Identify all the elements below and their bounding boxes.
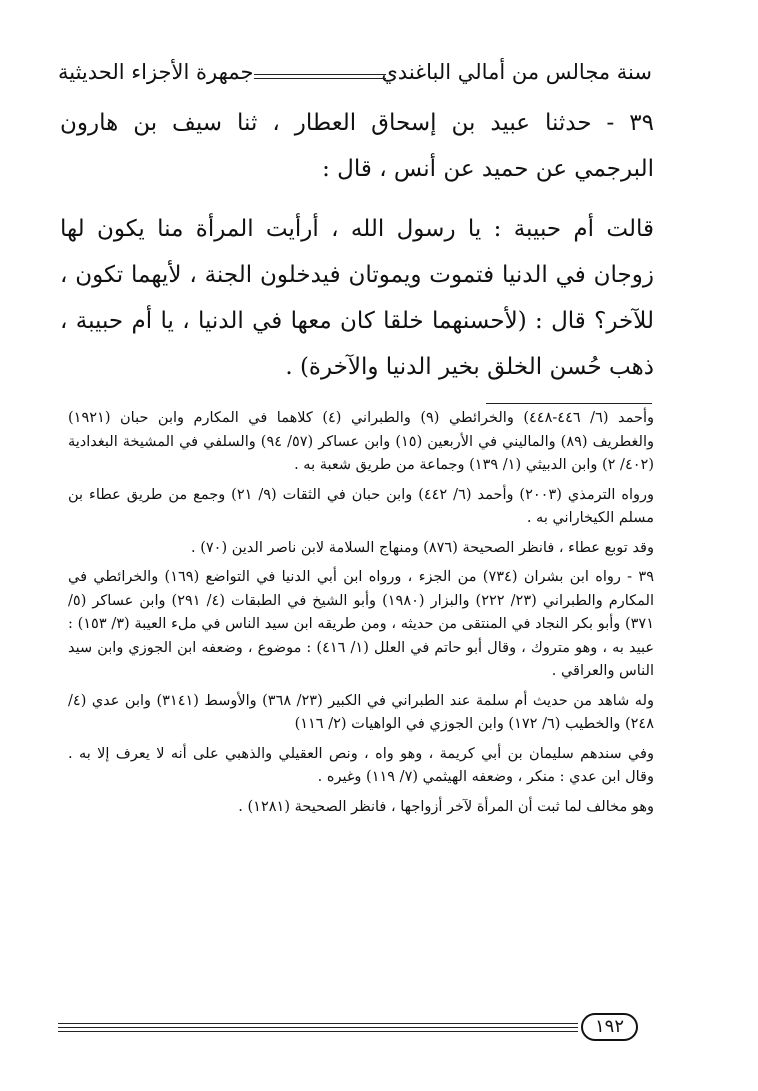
running-header	[58, 56, 652, 92]
footnote-paragraph: ورواه الترمذي (٢٠٠٣) وأحمد (٦/ ٤٤٢) وابن حبان في الثقات (٩/ ٢١) وجمع من طريق عطاء بن مسلم الكيخاراني به .	[68, 486, 654, 526]
hadith-isnad: ٣٩ - حدثنا عبيد بن إسحاق العطار ، ثنا سيف بن هارون البرجمي عن حميد عن أنس ، قال :	[60, 110, 654, 182]
footnote-paragraph: وله شاهد من حديث أم سلمة عند الطبراني في الكبير (٢٣/ ٣٦٨) والأوسط (٣١٤١) وابن عدي (٤/ ٢٤٨) والخطيب (٦/ ١٧٢) وابن الجوزي في الواهيات (٢/ ١١٦)	[68, 692, 654, 732]
footer-rule	[58, 1031, 578, 1032]
footnote-paragraph: وأحمد (٦/ ٤٤٦-٤٤٨) والخرائطي (٩) والطبراني (٤) كلاهما في المكارم وابن حبان (١٩٢١) والغطريف (٨٩) والماليني في الأربعين (١٥) وابن عساكر (٥٧/ ٩٤) والسلفي في المشيخة البغدادية (٤٠٢/ ٢) وابن الدبيثي (١/ ١٣٩) وجماعة من طريق شعبة به .	[68, 410, 655, 473]
page-number: ١٩٢	[581, 1013, 638, 1041]
footnote-paragraph: وهو مخالف لما ثبت أن المرأة لآخر أزواجها ، فانظر الصحيحة (١٢٨١) .	[238, 798, 654, 815]
footnote-paragraph: ٣٩ - رواه ابن بشران (٧٣٤) من الجزء ، ورواه ابن أبي الدنيا في التواضع (١٦٩) والخرائطي في المكارم والطبراني (٢٣/ ٢٢٢) والبزار (١٩٨٠) وأبو الشيخ في الطبقات (٤/ ٢٩١) وابن عساكر (٥/ ٣٧١) وأبو بكر النجاد في المنتقى من حديثه ، ومن طريقه ابن سيد الناس في ملء العيبة (٣/ ١٥٣) : عبيد به ، وهو متروك ، وقال أبو حاتم في العلل (١/ ٤١٦) : موضوع ، وضعفه ابن الجوزي وابن سيد الناس والعراقي .	[68, 569, 655, 679]
header-series-title: جمهرة الأجزاء الحديثية	[58, 60, 254, 84]
footnote-paragraph: وقد توبع عطاء ، فانظر الصحيحة (٨٧٦) ومنهاج السلامة لابن ناصر الدين (٧٠) .	[190, 539, 654, 556]
page-footer	[58, 1010, 652, 1050]
header-rule	[254, 74, 386, 79]
footnote-rule	[486, 403, 652, 404]
hadith-matn: قالت أم حبيبة : يا رسول الله ، أرأيت المرأة منا يكون لها زوجان في الدنيا فتموت ويموتان فيدخلون الجنة ، لأيهما تكون ، للآخر؟ قال : (لأحسنهما خلقا كان معها في الدنيا ، يا أم حبيبة ، ذهب حُسن الخلق بخير الدنيا والآخرة) .	[60, 216, 654, 380]
footnotes	[68, 407, 654, 825]
footer-rule	[58, 1027, 578, 1028]
footer-rule	[58, 1023, 578, 1024]
footnote-paragraph: وفي سندهم سليمان بن أبي كريمة ، وهو واه ، ونص العقيلي والذهبي على أنه لا يعرف إلا به . وقال ابن عدي : منكر ، وضعفه الهيثمي (٧/ ١١٩) وغيره .	[68, 745, 654, 785]
header-book-title: سنة مجالس من أمالي الباغندي	[381, 60, 652, 84]
main-text	[60, 100, 654, 390]
paragraph-gap	[60, 192, 654, 206]
